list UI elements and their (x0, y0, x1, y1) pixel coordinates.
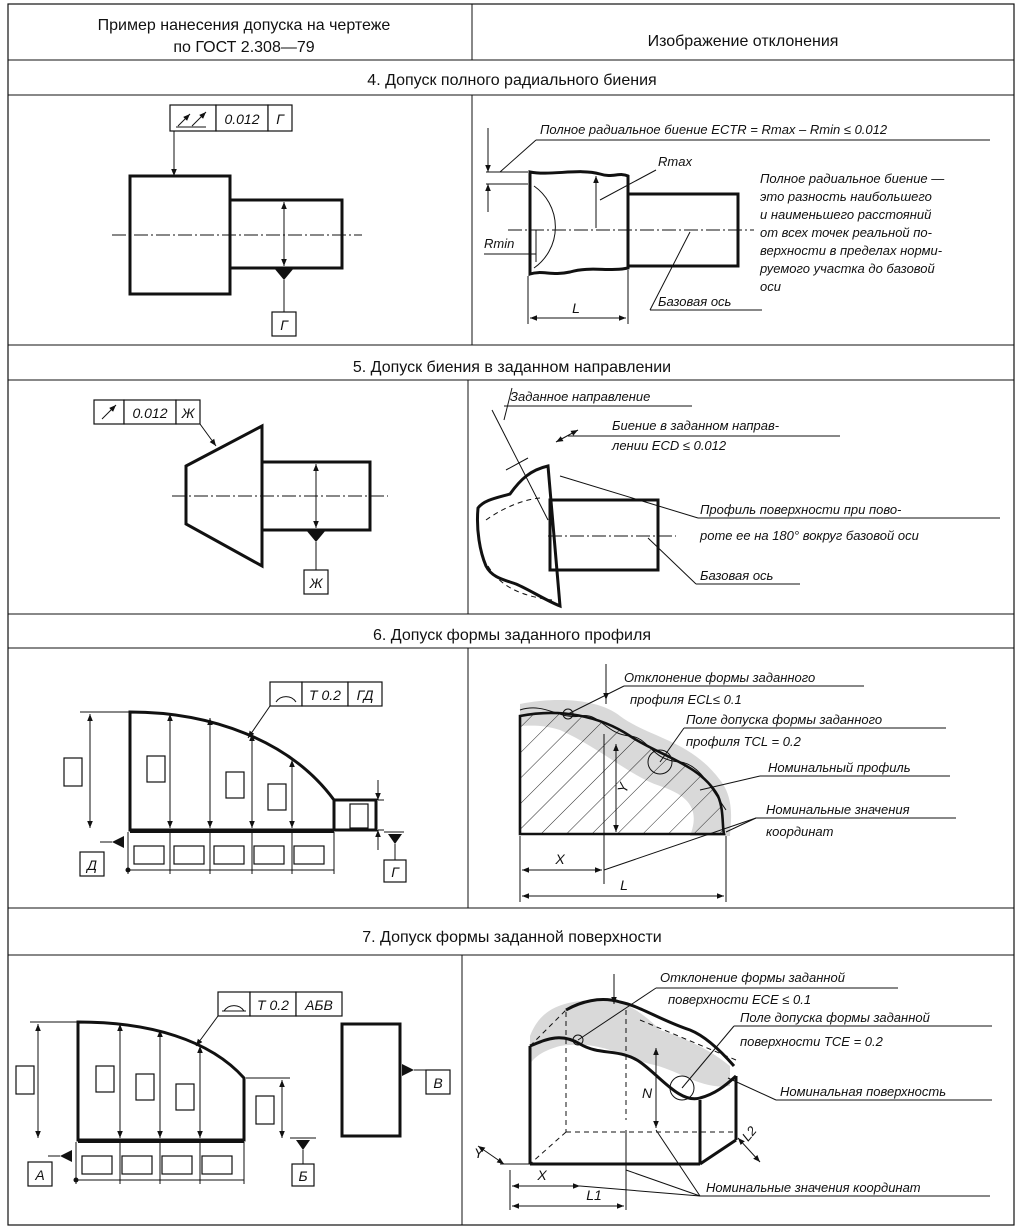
section-7-Y-label: Y (474, 1145, 484, 1161)
section-5-drawing (94, 400, 388, 594)
desc-line: руемого участка до базовой (760, 261, 935, 276)
datum-4-label: Г (280, 317, 288, 333)
desc-line: верхности в пределах норми- (760, 243, 943, 258)
frame-7-datum: АБВ (305, 997, 333, 1013)
frame-5-datum: Ж (181, 405, 195, 421)
section-4-drawing (112, 105, 362, 336)
section-6-deviation (520, 664, 956, 902)
ecl-line2: профиля ECL≤ 0.1 (630, 692, 742, 707)
header-col1-line1: Пример нанесения допуска на чертеже (97, 17, 391, 34)
section-7-title: 7. Допуск формы заданной поверхности (362, 929, 662, 946)
datum-7-b-label: Б (298, 1168, 308, 1184)
section-4-title: 4. Допуск полного радиального биения (367, 72, 657, 89)
section-5-deviation (477, 388, 1000, 606)
ece-line1: Отклонение формы заданной (660, 970, 845, 985)
section-4-deviation (484, 122, 990, 324)
ectr-label: Полное радиальное биение ECTR = Rmax – Rmin ≤ 0.012 (540, 122, 888, 137)
datum-5-label: Ж (309, 575, 323, 591)
section-7-coord-label: Номинальные значения координат (706, 1180, 921, 1195)
section-5-prof-line2: роте ее на 180° вокруг базовой оси (700, 528, 919, 543)
section-7-L2-label: L2 (738, 1123, 760, 1144)
coord-line2: координат (766, 824, 834, 839)
section-7-drawing (16, 992, 450, 1186)
ece-line2: поверхности ECE ≤ 0.1 (668, 992, 812, 1007)
desc-line: оси (760, 279, 781, 294)
section-4-description (759, 171, 945, 294)
section-5-ecd-line1: Биение в заданном направ- (612, 418, 780, 433)
datum-7-a-label: А (35, 1167, 45, 1183)
nominal-profile-label: Номинальный профиль (768, 760, 911, 775)
datum-7-v-label: В (433, 1075, 443, 1091)
desc-line: и наименьшего расстояний (760, 207, 932, 222)
section-6-title: 6. Допуск формы заданного профиля (373, 627, 651, 644)
frame-4-value: 0.012 (224, 111, 260, 127)
rmax-label: Rmax (658, 154, 692, 169)
datum-6-g-label: Г (391, 864, 399, 880)
section-5-prof-line1: Профиль поверхности при пово- (700, 502, 902, 517)
section-5-axis-label: Базовая ось (700, 568, 774, 583)
frame-7-value: T 0.2 (257, 997, 289, 1013)
frame-6-datum: ГД (356, 687, 374, 703)
desc-line: от всех точек реальной по- (760, 225, 932, 240)
section-7-L1-label: L1 (586, 1187, 602, 1203)
section-6-drawing (64, 682, 406, 882)
header-col2: Изображение отклонения (647, 33, 839, 50)
section-6-L-label: L (620, 877, 628, 893)
desc-line: Полное радиальное биение — (760, 171, 945, 186)
ecl-line1: Отклонение формы заданного (624, 670, 816, 685)
tce-line2: поверхности TCE = 0.2 (740, 1034, 883, 1049)
nominal-surface-label: Номинальная поверхность (780, 1084, 947, 1099)
coord-line1: Номинальные значения (766, 802, 910, 817)
section-4-axis-label: Базовая ось (658, 294, 732, 309)
section-6-Y-label: Y (613, 780, 633, 796)
section-5-title: 5. Допуск биения в заданном направлении (352, 359, 672, 376)
section-7-X-label: X (537, 1167, 547, 1183)
section-6-X-label: X (555, 851, 565, 867)
desc-line: это разность наибольшего (760, 189, 932, 204)
section-7-deviation (474, 970, 992, 1210)
datum-6-d-label: Д (87, 857, 97, 873)
frame-5-value: 0.012 (132, 405, 168, 421)
section-5-dir-label: Заданное направление (510, 389, 651, 404)
tcl-line1: Поле допуска формы заданного (686, 712, 883, 727)
section-4-L-label: L (572, 300, 580, 316)
tcl-line2: профиля TCL = 0.2 (686, 734, 801, 749)
rmin-label: Rmin (484, 236, 515, 251)
section-5-ecd-line2: лении ECD ≤ 0.012 (612, 438, 727, 453)
section-7-N-label: N (642, 1085, 653, 1101)
tce-line1: Поле допуска формы заданной (740, 1010, 930, 1025)
frame-6-value: T 0.2 (309, 687, 341, 703)
frame-4-datum: Г (276, 111, 284, 127)
header-col1-line2: по ГОСТ 2.308—79 (173, 39, 315, 56)
